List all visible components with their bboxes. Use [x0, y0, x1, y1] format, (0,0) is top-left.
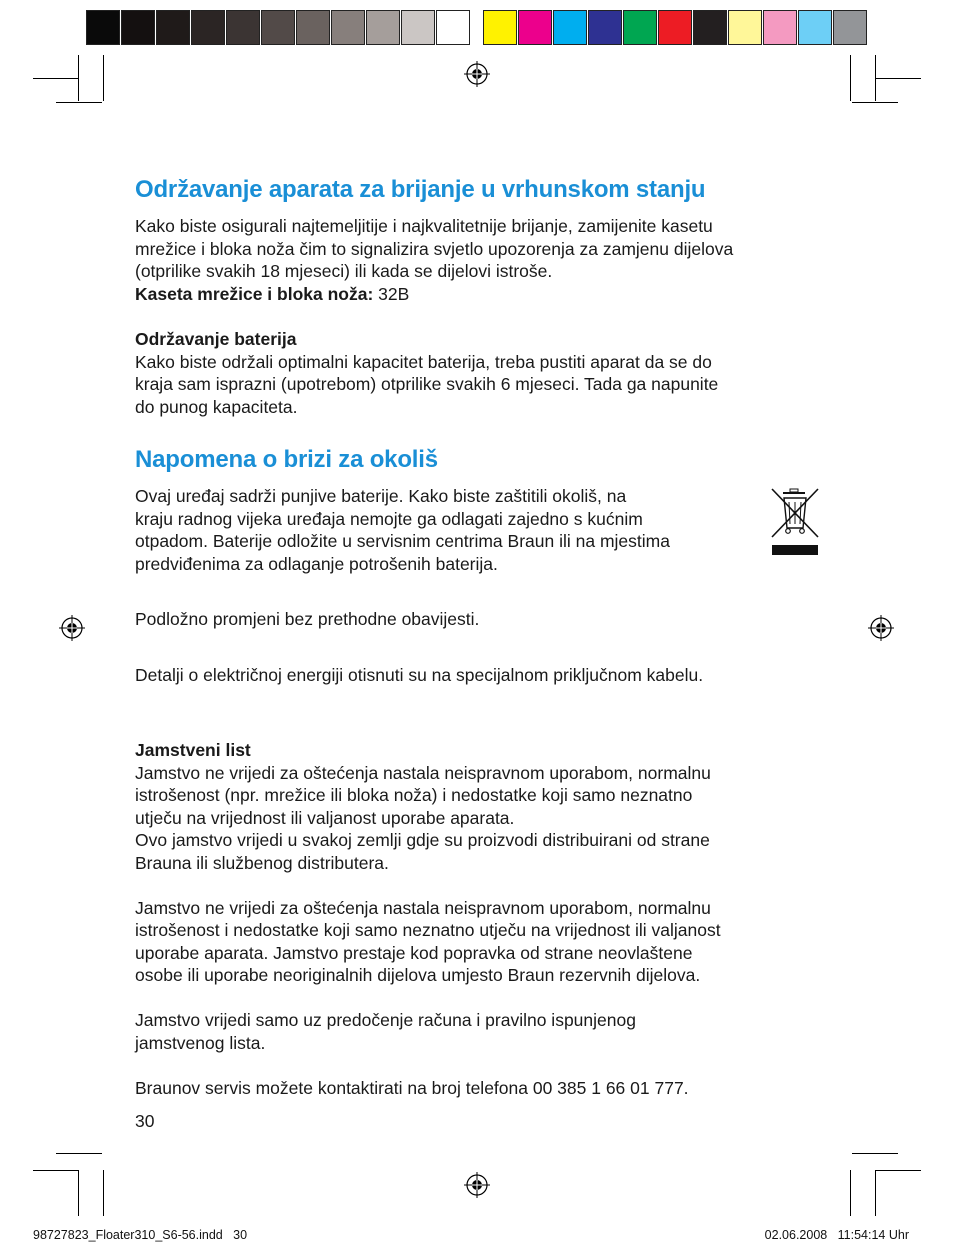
section-heading-maintenance: Održavanje aparata za brijanje u vrhunskom stanju — [135, 176, 706, 203]
color-swatch — [588, 10, 622, 45]
text-line: Brauna ili službenog distributera. — [135, 852, 389, 873]
text-line: Kako biste održali optimalni kapacitet baterija, treba pustiti aparat da se do — [135, 351, 712, 372]
crop-mark — [56, 1153, 102, 1154]
text-line: Jamstvo ne vrijedi za oštećenja nastala neispravnom uporabom, normalnu — [135, 897, 711, 918]
section-heading-environment: Napomena o brizi za okoliš — [135, 446, 438, 473]
crop-mark — [852, 1153, 898, 1154]
part-label: Kaseta mrežice i bloka noža: — [135, 283, 374, 304]
slug-timestamp: 02.06.2008 11:54:14 Uhr — [764, 1228, 909, 1242]
color-swatch — [728, 10, 762, 45]
text-line: Ovaj uređaj sadrži punjive baterije. Kako biste zaštitili okoliš, na — [135, 486, 627, 506]
text-line: predviđenima za odlaganje potrošenih baterija. — [135, 553, 498, 574]
page-number: 30 — [135, 1111, 155, 1131]
color-swatch — [483, 10, 517, 45]
text-line: (otprilike svakih 18 mjeseci) ili kada se dijelovi istroše. — [135, 261, 553, 281]
part-number-line — [135, 283, 825, 306]
color-swatch — [693, 10, 727, 45]
text-line: kraja sam isprazni (upotrebom) otprilike svakih 6 mjeseci. Tada ga napunite — [135, 374, 719, 394]
color-swatch — [763, 10, 797, 45]
service-phone-line: Braunov servis možete kontaktirati na broj telefona 00 385 1 66 01 777. — [135, 1077, 689, 1098]
text-line: jamstvenog lista. — [135, 1032, 266, 1053]
crop-mark — [33, 78, 79, 79]
crop-mark — [103, 55, 104, 101]
crop-mark — [33, 1170, 79, 1171]
text-line: osobe ili uporabe neoriginalnih dijelova umjesto Braun rezervnih dijelova. — [135, 965, 701, 985]
text-line: mrežice i bloka noža čim to signalizira svjetlo upozorenja za zamjenu dijelova — [135, 238, 734, 259]
maintenance-intro — [135, 215, 825, 305]
text-line: otpadom. Baterije odložite u servisnim centrima Braun ili na mjestima — [135, 531, 670, 551]
color-swatch — [401, 10, 435, 45]
color-swatch — [833, 10, 867, 45]
color-swatch — [121, 10, 155, 45]
text-line: Kako biste osigurali najtemeljitije i najkvalitetnije brijanje, zamijenite kasetu — [135, 216, 713, 236]
text-line: istrošenost i nedostatke koji samo neznatno utječu na vrijednost ili valjanost — [135, 920, 721, 940]
text-line: Jamstvo ne vrijedi za oštećenja nastala neispravnom uporabom, normalnu — [135, 762, 711, 783]
color-swatch — [798, 10, 832, 45]
crop-mark — [103, 1170, 104, 1216]
text-line: uporabe aparata. Jamstvo prestaje kod popravka od strane neovlaštene — [135, 942, 693, 963]
registration-mark-icon — [59, 615, 85, 641]
crop-mark — [875, 1170, 876, 1216]
text-line: Ovo jamstvo vrijedi u svakoj zemlji gdje su proizvodi distribuirani od strane — [135, 830, 710, 850]
text-line: istrošenost (npr. mrežice ili bloka noža) i nedostatke koji samo neznatno — [135, 785, 693, 805]
color-swatch — [436, 10, 470, 45]
color-swatch — [658, 10, 692, 45]
color-swatch — [553, 10, 587, 45]
color-swatch — [623, 10, 657, 45]
crop-mark — [78, 1170, 79, 1216]
crop-mark — [78, 55, 79, 101]
registration-mark-icon — [464, 61, 490, 87]
environment-text — [135, 485, 755, 575]
warranty-title: Jamstveni list — [135, 740, 251, 760]
notice-electrical-details: Detalji o električnoj energiji otisnuti su na specijalnom priključnom kabelu. — [135, 665, 704, 685]
color-swatch — [296, 10, 330, 45]
color-swatch — [366, 10, 400, 45]
battery-maintenance — [135, 328, 825, 418]
color-swatch — [156, 10, 190, 45]
text-line: Jamstvo vrijedi samo uz predočenje računa i pravilno ispunjenog — [135, 1010, 636, 1030]
registration-mark-icon — [464, 1172, 490, 1198]
gray-color-bar — [86, 10, 471, 47]
part-value: 32B — [373, 283, 410, 304]
crop-mark — [850, 55, 851, 101]
crop-mark — [875, 55, 876, 101]
color-swatch — [226, 10, 260, 45]
registration-mark-icon — [868, 615, 894, 641]
crop-mark — [852, 102, 898, 103]
text-line: do punog kapaciteta. — [135, 396, 298, 417]
process-color-bar — [483, 10, 868, 47]
crop-mark — [850, 1170, 851, 1216]
color-swatch — [191, 10, 225, 45]
color-swatch — [331, 10, 365, 45]
crop-mark — [875, 1170, 921, 1171]
crossed-out-bin-icon — [769, 486, 821, 558]
crop-mark — [875, 78, 921, 79]
text-line: kraju radnog vijeka uređaja nemojte ga odlagati zajedno s kućnim — [135, 508, 643, 529]
text-line: utječu na vrijednost ili valjanost uporabe aparata. — [135, 807, 515, 828]
color-swatch — [261, 10, 295, 45]
battery-title: Održavanje baterija — [135, 329, 297, 349]
crop-mark — [56, 102, 102, 103]
color-swatch — [86, 10, 120, 45]
warranty-section — [135, 739, 825, 1099]
color-swatch — [518, 10, 552, 45]
notice-subject-to-change: Podložno promjeni bez prethodne obavijesti. — [135, 609, 480, 629]
slug-file-info: 98727823_Floater310_S6-56.indd 30 — [33, 1228, 248, 1242]
